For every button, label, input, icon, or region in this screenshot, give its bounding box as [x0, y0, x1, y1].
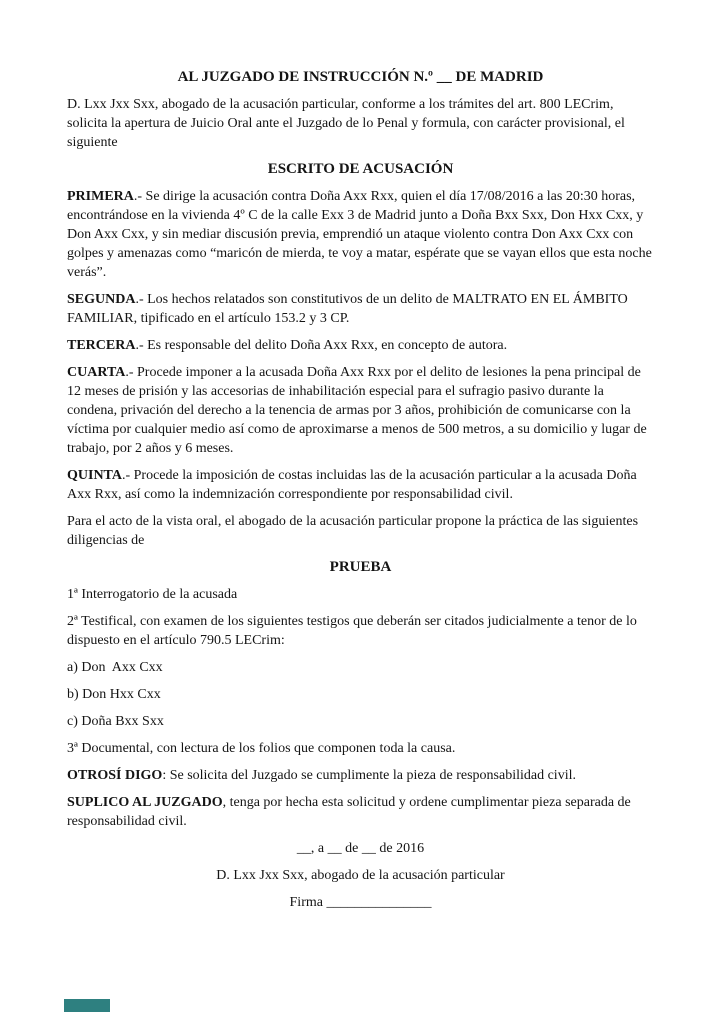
evidence-heading: PRUEBA: [329, 559, 392, 575]
section-cuarta: [67, 363, 654, 458]
document-content: [67, 68, 654, 920]
section-tercera-text: .- Es responsable del delito Doña Axx Rxx, en concepto de autora.: [135, 338, 508, 353]
date-line: __, a __ de __ de 2016: [296, 841, 425, 856]
section-tercera-label: TERCERA: [67, 338, 136, 353]
witness-item-a: a) Don Axx Cxx: [67, 660, 163, 675]
section-segunda-label: SEGUNDA: [67, 292, 136, 307]
section-quinta: [67, 466, 654, 504]
accusation-heading: ESCRITO DE ACUSACIÓN: [267, 161, 454, 177]
witness-item-b: b) Don Hxx Cxx: [67, 687, 161, 702]
section-primera-label: PRIMERA: [67, 189, 134, 204]
section-quinta-text: .- Procede la imposición de costas incluidas las de la acusación particular a la acusada Doña Axx Rxx, así como la indemnización correspondiente por responsabilidad civil.: [67, 468, 640, 502]
section-segunda: [67, 290, 654, 328]
suplico-label: SUPLICO AL JUZGADO: [67, 795, 223, 810]
section-primera-text: .- Se dirige la acusación contra Doña Axx Rxx, quien el día 17/08/2016 a las 20:30 horas, encontrándose en la vivienda 4º C de la calle Exx 3 de Madrid junto a Doña Bxx Sxx, Don Hxx Cxx, y Don Axx Cxx, y sin mediar discusión previa, emprendió un ataque violento contra Don Axx Cxx con golpes y amenazas como “maricón de mierda, te voy a matar, espérate que se vayan ellos que esta noche verás”.: [67, 189, 656, 280]
footer-accent-bar: [64, 999, 110, 1012]
signature-line: D. Lxx Jxx Sxx, abogado de la acusación particular: [216, 868, 505, 883]
section-primera: [67, 187, 654, 282]
witness-item-c: c) Doña Bxx Sxx: [67, 714, 164, 729]
evidence-intro-paragraph: Para el acto de la vista oral, el abogado de la acusación particular propone la práctica de las siguientes diligencias de: [67, 514, 642, 548]
evidence-item-1: 1ª Interrogatorio de la acusada: [67, 587, 238, 602]
intro-paragraph: D. Lxx Jxx Sxx, abogado de la acusación particular, conforme a los trámites del art. 800 LECrim, solicita la apertura de Juicio Oral ante el Juzgado de lo Penal y formula, con carácter provisional, el siguiente: [67, 97, 629, 150]
section-cuarta-text: .- Procede imponer a la acusada Doña Axx Rxx por el delito de lesiones la pena principal de 12 meses de prisión y las accesorias de inhabilitación especial para el sufragio pasivo durante la condena, privación del derecho a la tenencia de armas por 3 años, prohibición de comunicarse con la víctima por cualquier medio así como de aproximarse a menos de 500 metros, a su domicilio y lugar de trabajo, por 2 años y 6 meses.: [67, 365, 651, 456]
suplico-text: , tenga por hecha esta solicitud y ordene cumplimentar pieza separada de responsabilidad civil.: [67, 795, 635, 829]
document-title: AL JUZGADO DE INSTRUCCIÓN N.º __ DE MADRID: [177, 69, 544, 85]
evidence-item-3: 3ª Documental, con lectura de los folios que componen toda la causa.: [67, 741, 456, 756]
evidence-item-2: 2ª Testifical, con examen de los siguientes testigos que deberán ser citados judicialmente a tenor de lo dispuesto en el artículo 790.5 LECrim:: [67, 614, 641, 648]
section-tercera: [67, 336, 654, 355]
firma-line: Firma _______________: [289, 895, 432, 910]
otrosi-paragraph: [67, 766, 654, 785]
section-segunda-text: .- Los hechos relatados son constitutivos de un delito de MALTRATO EN EL ÁMBITO FAMILIAR, tipificado en el artículo 153.2 y 3 CP.: [67, 292, 632, 326]
suplico-paragraph: [67, 793, 654, 831]
section-quinta-label: QUINTA: [67, 468, 122, 483]
otrosi-text: : Se solicita del Juzgado se cumplimente la pieza de responsabilidad civil.: [162, 768, 576, 783]
section-cuarta-label: CUARTA: [67, 365, 126, 380]
otrosi-label: OTROSÍ DIGO: [67, 768, 163, 783]
